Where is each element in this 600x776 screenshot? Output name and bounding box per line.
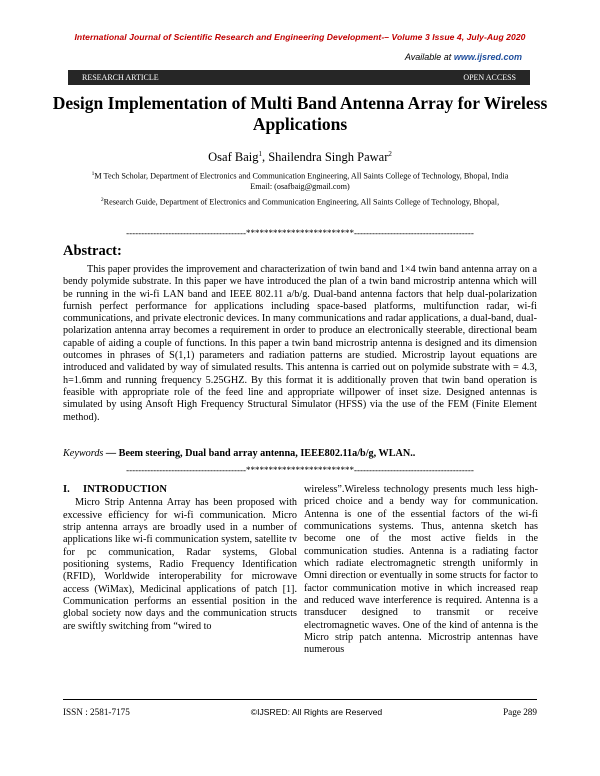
intro-paragraph-left: Micro Strip Antenna Array has been proposed with excessive efficiency for wi-fi communication. Micro strip antenna arrays are broadly used in a number of applications like wi-fi communication system, satellite tv for pc communication, Radar systems, Global positioning systems, Radio Frequency Identification (RFID), Worldwide interoperability for microwave access (WiMax), Medicinal applications of patch [1]. Communication performs an essential position in the global society now days and the communication structs are swiftly switching from “wired to bbox=[63, 497, 297, 632]
author-separator: , bbox=[261, 150, 269, 165]
keywords-line bbox=[63, 448, 537, 459]
separator-line-bottom: ----------------------------------------************************---------------------------------------- bbox=[126, 465, 474, 475]
author-mark: 1 bbox=[258, 150, 262, 158]
section-heading bbox=[63, 484, 297, 496]
affiliation-2 bbox=[40, 194, 560, 209]
article-type-label: RESEARCH ARTICLE bbox=[82, 73, 159, 82]
availability-line bbox=[405, 52, 522, 62]
abstract-heading: Abstract: bbox=[63, 243, 122, 259]
affiliation-mark: 1 bbox=[91, 171, 95, 177]
author-line bbox=[0, 150, 600, 165]
author-name: Osaf Baig bbox=[208, 150, 259, 165]
intro-paragraph-right: wireless”.Wireless technology presents much less high-priced choice and a bendy way for communication. Antenna is one of the essential factors of the wi-fi communications systems. Thus, antenna sketch has become one of the most active fields in the communication studies. Antenna is a radiating factor which radiate electromagnetic strength uniformly in Omni direction or eventually in some structs for factor to factor communication motive in which increased reap and reduced wave interference is required. Antenna is a transducer designed to transmit or receive electromagnetic waves. One of the kind of antenna is the Micro strip patch antenna. Microstrip antennas have numerous bbox=[304, 484, 538, 656]
journal-header: International Journal of Scientific Research and Engineering Development-– Volume 3 Issue 4, July-Aug 2020 bbox=[74, 32, 526, 42]
right-column bbox=[304, 484, 538, 657]
keywords-label: Keywords bbox=[63, 448, 104, 459]
article-type-banner bbox=[68, 70, 530, 85]
section-number: I. bbox=[63, 484, 70, 495]
keywords-terms: — Beem steering, Dual band array antenna, IEEE802.11a/b/g, WLAN.. bbox=[103, 448, 416, 459]
page-footer bbox=[63, 699, 537, 717]
open-access-label: OPEN ACCESS bbox=[463, 73, 516, 82]
affiliation-mark: 2 bbox=[100, 197, 104, 203]
paper-title: Design Implementation of Multi Band Antenna Array for Wireless Applications bbox=[52, 93, 548, 134]
left-column bbox=[63, 484, 297, 633]
abstract-body: This paper provides the improvement and characterization of twin band and 1×4 twin band antenna array on a bendy polymide substrate. In this paper we have introduced the plan of a twin band microstrip antenna which will be running in the wi-fi LAN band and IEEE 802.11 a/b/g. Dual-band antenna factors that help dual-polarization furnish perfect performance for applications including space-based platforms, multifunction radar, wi-fi communications, and private electronic devices. In many communications and radar applications, a dual-band, dual-polarization antenna array becomes a requirement in order to produce an electronically steerable, directional beam capable of aiding a couple of functions. In this paper a twin band microstrip antenna is designed and its dimension outcomes in phrases of S(1,1) parameters and radiation patterns are studied. Microstrip layout equations are introduced and validated by way of simulated results. This antenna is carried out on polymide substrate with = 4.3, h=1.6mm and running frequency 5.25GHZ. By this format it is additionally proven that twin band operation is feasible with appropriate role of the feed line and appropriate willpower of inset size. Designed antennas is simulated by using Ansoft High Frequency Structural Simulator (HFSS) via the use of the FEM (Finite Element method). bbox=[63, 264, 537, 423]
footer-page-number: Page 289 bbox=[503, 707, 537, 717]
separator-line-top: ----------------------------------------************************---------------------------------------- bbox=[126, 228, 474, 238]
author-email: Email: (osafbaig@gmail.com) bbox=[250, 182, 350, 191]
available-label: Available at bbox=[404, 52, 452, 62]
author-mark: 2 bbox=[388, 150, 392, 158]
affiliation-text: M Tech Scholar, Department of Electronics and Communication Engineering, All Saints College of Technology, Bhopal, India bbox=[94, 171, 509, 181]
journal-url-link[interactable]: www.ijsred.com bbox=[453, 52, 522, 62]
affiliation-text: Research Guide, Department of Electronics and Communication Engineering, All Saints College of Technology, Bhopal, bbox=[103, 197, 500, 207]
author-name: Shailendra Singh Pawar bbox=[268, 150, 389, 165]
section-title: INTRODUCTION bbox=[83, 484, 168, 495]
footer-rights: ©IJSRED: All Rights are Reserved bbox=[250, 707, 383, 717]
footer-issn: ISSN : 2581-7175 bbox=[63, 707, 130, 717]
